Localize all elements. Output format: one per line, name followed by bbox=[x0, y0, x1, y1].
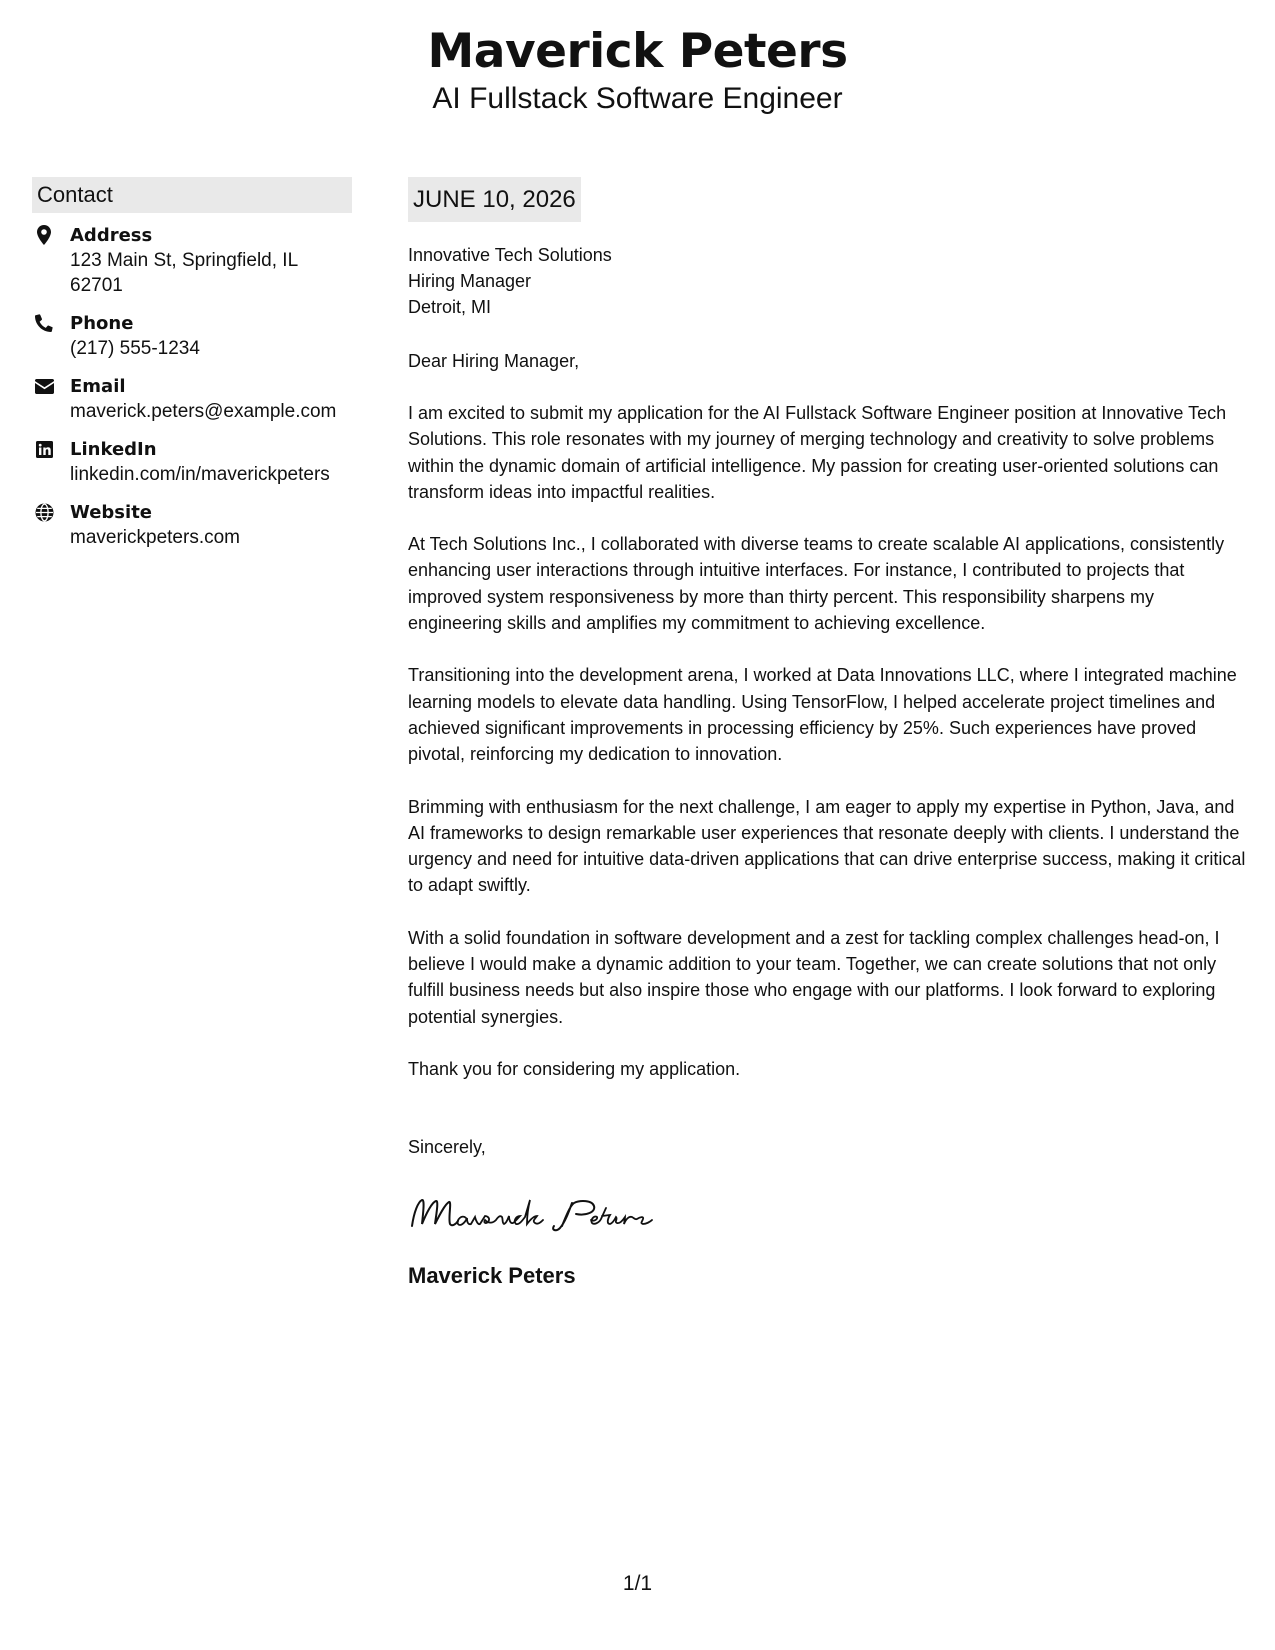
contact-item-website bbox=[32, 500, 352, 550]
recipient-company: Innovative Tech Solutions bbox=[408, 245, 612, 265]
body-paragraph: Brimming with enthusiasm for the next challenge, I am eager to apply my expertise in Python, Java, and AI frameworks to design remarkable user experiences that resonate deeply with clients. I understand the urgency and need for intuitive data-driven applications that can drive enterprise success, making it critical to adapt swiftly. bbox=[408, 796, 1246, 896]
letter-header bbox=[0, 22, 1275, 116]
contact-section-title: Contact bbox=[32, 177, 352, 213]
contact-value: (217) 555-1234 bbox=[70, 338, 200, 359]
contact-item-address bbox=[32, 223, 352, 298]
contact-value: maverick.peters@example.com bbox=[70, 401, 337, 422]
applicant-title: AI Fullstack Software Engineer bbox=[432, 82, 843, 115]
globe-icon bbox=[34, 502, 54, 522]
body-paragraph: At Tech Solutions Inc., I collaborated with diverse teams to create scalable AI applications, consistently enhancing user interactions through intuitive interfaces. For instance, I contributed to projects that improved system responsiveness by more than thirty percent. This responsibility sharpens my engineering skills and amplifies my commitment to achieving excellence. bbox=[408, 534, 1225, 634]
contact-label: LinkedIn bbox=[70, 439, 157, 460]
salutation: Dear Hiring Manager, bbox=[408, 351, 580, 371]
body-paragraph: With a solid foundation in software development and a zest for tackling complex challenges head-on, I believe I would make a dynamic addition to your team. Together, we can create solutions that not only fulfill business needs but also inspire those who engage with our platforms. I look forward to exploring potential synergies. bbox=[408, 927, 1220, 1027]
applicant-name: Maverick Peters bbox=[427, 24, 848, 79]
linkedin-icon bbox=[34, 439, 54, 459]
recipient-role: Hiring Manager bbox=[408, 271, 532, 291]
location-pin-icon bbox=[34, 225, 54, 245]
contact-label: Website bbox=[70, 502, 153, 523]
contact-list bbox=[32, 223, 352, 550]
contact-sidebar bbox=[32, 177, 352, 563]
envelope-icon bbox=[34, 376, 54, 396]
contact-value: linkedin.com/in/maverickpeters bbox=[70, 464, 330, 485]
recipient-block bbox=[408, 242, 1253, 320]
handwritten-signature bbox=[408, 1190, 678, 1240]
page-number: 1/1 bbox=[622, 1572, 653, 1595]
phone-icon bbox=[34, 313, 54, 333]
contact-item-email bbox=[32, 374, 352, 424]
body-paragraph: Thank you for considering my application. bbox=[408, 1058, 741, 1079]
letter-date: JUNE 10, 2026 bbox=[408, 177, 581, 222]
letter-body bbox=[408, 177, 1253, 1291]
body-paragraph: I am excited to submit my application for the AI Fullstack Software Engineer position at Innovative Tech Solutions. This role resonates with my journey of merging technology and creativity to solve problems within the dynamic domain of artificial intelligence. My passion for creating user-oriented solutions can transform ideas into impactful realities. bbox=[408, 403, 1227, 502]
contact-label: Phone bbox=[70, 313, 134, 334]
contact-label: Address bbox=[70, 225, 153, 246]
closing: Sincerely, bbox=[408, 1137, 486, 1158]
contact-item-phone bbox=[32, 311, 352, 361]
contact-label: Email bbox=[70, 376, 126, 397]
signed-name: Maverick Peters bbox=[408, 1263, 576, 1289]
contact-item-linkedin bbox=[32, 437, 352, 487]
contact-value: 123 Main St, Springfield, IL 62701 bbox=[70, 250, 298, 296]
recipient-location: Detroit, MI bbox=[408, 297, 492, 317]
contact-value: maverickpeters.com bbox=[70, 527, 240, 548]
body-paragraph: Transitioning into the development arena, I worked at Data Innovations LLC, where I integrated machine learning models to elevate data handling. Using TensorFlow, I helped accelerate project timelines and achieved significant improvements in processing efficiency by 25%. Such experiences have proved pivotal, reinforcing my dedication to innovation. bbox=[408, 665, 1237, 765]
